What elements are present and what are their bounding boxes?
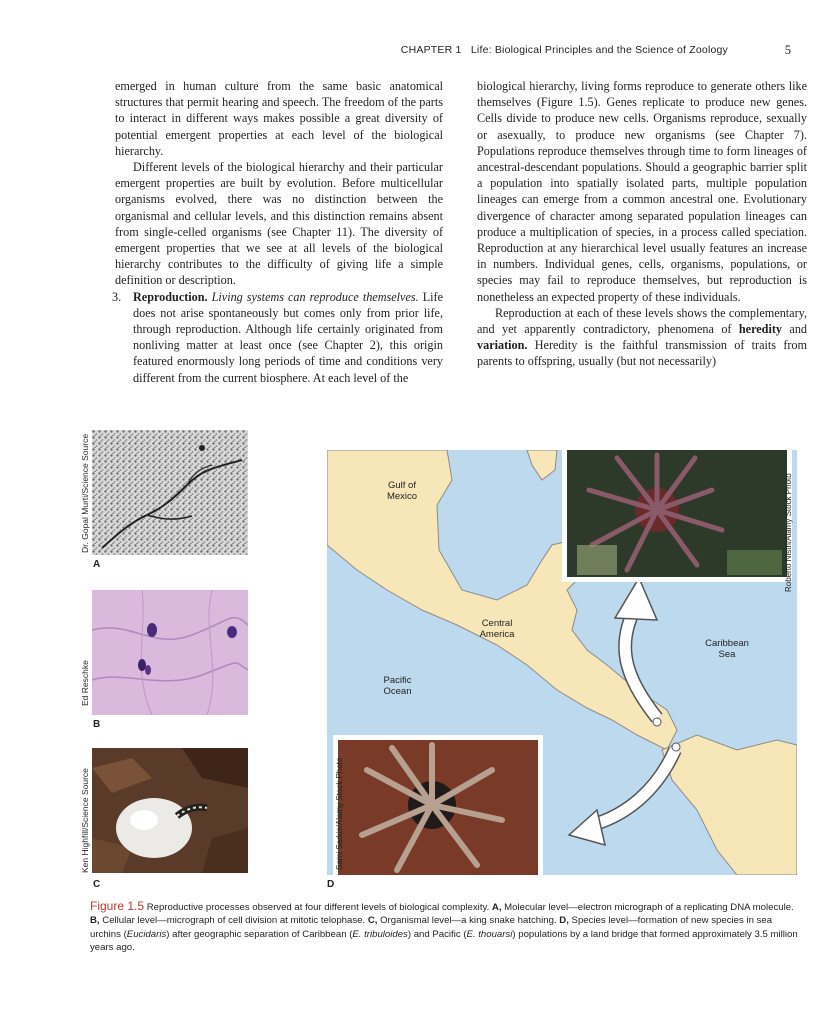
cell-division-micrograph-image [92,590,248,715]
left-column [112,78,443,386]
map-label-central-america: Central America [479,618,515,640]
photo-credit-c: Ken Highfill/Science Source [80,768,90,873]
numbered-item-reproduction [112,289,443,386]
item-number: 3. [112,289,122,304]
item-text: Life does not arise spontaneously but comes only from prior life, through reproduction. Although life certainly originated from nonliving matter at least once (see Chapter 2), this origin featured enormously long periods of time and conditions very different from the current biosphere. At each level of the [133,289,443,385]
item-term: Reproduction. [133,289,208,304]
photo-credit-bottom-urchin: Sami Sarkis/Alamy Stock Photo [335,757,344,870]
photo-credit-a: Dr. Gopal Murti/Science Source [80,433,90,553]
dna-micrograph-image [92,430,248,555]
chapter-title: CHAPTER 1 Life: Biological Principles and the Science of Zoology [400,44,728,56]
running-header [0,44,836,64]
photo-credit-b: Ed Reschke [80,660,90,706]
photo-credit-top-urchin: Roberto Nistri/Alamy Stock Photo [784,473,793,592]
right-column [477,78,807,370]
paragraph: emerged in human culture from the same basic anatomical structures that permit hearing and speech. The freedom of the parts to interact in different ways makes possible a great diversity of potential emergent properties at each level of the biological hierarchy. [115,79,443,158]
panel-label-d: D [327,879,335,890]
figure-label: Figure 1.5 [90,899,145,913]
paragraph: Different levels of the biological hierarchy and their particular emergent properties are built by evolution. Before multicellular organisms evolved, there was no distinction between the organismal and cellular levels, and this distinction remains absent from single-celled organisms (see Chapter 11). The diversity of emergent properties that we see at all levels of the biological hierarchy contributes to the difficulty of giving life a simple definition or description. [115,160,443,288]
snake-hatching-image [92,748,248,873]
map-label-gulf: Gulf of Mexico [386,480,418,502]
map-label-pacific: Pacific Ocean [383,675,412,697]
item-definition: Living systems can reproduce themselves. [211,289,419,304]
term-variation: variation. [477,338,528,353]
paragraph: Reproduction at each of these levels shows the complementary, and yet apparently contradictory, phenomena of heredity and variation. Heredity is the faithful transmission of traits from parents to offspring, usually (but not necessarily) [477,305,808,369]
panel-label-a: A [93,559,101,570]
central-america-map [327,450,797,875]
term-heredity: heredity [738,322,782,337]
panel-label-c: C [93,879,101,890]
page-number: 5 [784,43,791,57]
panel-label-b: B [93,719,101,730]
paragraph: biological hierarchy, living forms reproduce to generate others like themselves (Figure 1.5). Genes replicate to produce new genes. Cells divide to produce new cells. Organisms reproduce, sexually or asexually, to produce new organisms (see Chapter 7). Populations reproduce themselves through time to form lineages of ancestral-descendant populations. Should a geographic barrier split a population into spatially isolated parts, multiple population lineages can emerge from a common ancestral one. Evolutionary divergence of character among separated population lineages can produce a multiplication of species, in a process called speciation. Reproduction at any hierarchical level usually features an increase in numbers. Individual genes, cells, organisms, populations, or species may fail to reproduce themselves, but reproduction is nonetheless an expected property of these individuals. [477,79,807,304]
figure-caption: Figure 1.5 Reproductive processes observed at four different levels of biological complexity. A, Molecular level—electron micrograph of a replicating DNA molecule. B, Cellular level—micrograph of cell division at mitotic telophase. C, Organismal level—a king snake hatching. D, Species level—formation of new species in sea urchins (Eucidaris) after geographic separation of Caribbean (E. tribuloides) and Pacific (E. thouarsi) populations by a land bridge that formed approximately 3.5 million years ago. [90,899,798,954]
map-label-caribbean: Caribbean Sea [705,638,749,660]
